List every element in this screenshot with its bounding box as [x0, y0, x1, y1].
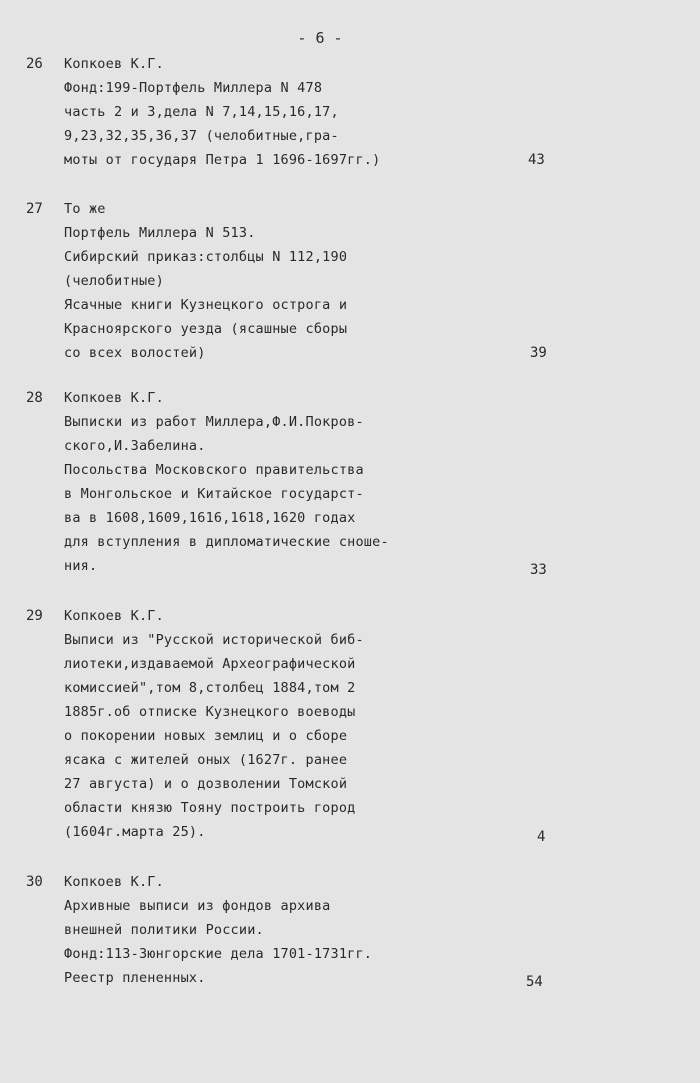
entry-line: Копкоев К.Г.: [64, 874, 164, 890]
entry-line: в Монгольское и Китайское государст-: [64, 486, 364, 502]
entry-line: 1885г.об отписке Кузнецкого воеводы: [64, 704, 356, 720]
entry-line: ния.: [64, 558, 98, 574]
entry-line: области князю Тояну построить город: [64, 800, 356, 816]
entry-line: моты от государя Петра 1 1696-1697гг.): [64, 152, 381, 168]
entry-line: Фонд:199-Портфель Миллера N 478: [64, 80, 323, 96]
entry-line: То же: [64, 201, 106, 217]
entry-count: 4: [537, 829, 546, 845]
entry-line: Реестр плененных.: [64, 970, 206, 986]
entry-line: для вступления в дипломатические сноше-: [64, 534, 389, 550]
entry-line: (челобитные): [64, 273, 164, 289]
entry-line: Копкоев К.Г.: [64, 390, 164, 406]
entry-line: Ясачные книги Кузнецкого острога и: [64, 297, 348, 313]
entry-line: комиссией",том 8,столбец 1884,том 2: [64, 680, 356, 696]
entry-line: Портфель Миллера N 513.: [64, 225, 256, 241]
entry-count: 39: [530, 345, 547, 361]
page-number: - 6 -: [297, 29, 343, 47]
entry-count: 54: [526, 974, 543, 990]
entry-line: Выписи из "Русской исторической биб-: [64, 632, 364, 648]
entry-number: 28: [26, 390, 43, 406]
entry-line: лиотеки,издаваемой Археографической: [64, 656, 356, 672]
entry-line: со всех волостей): [64, 345, 206, 361]
entry-number: 30: [26, 874, 43, 890]
entry-line: Архивные выписи из фондов архива: [64, 898, 331, 914]
entry-line: о покорении новых землиц и о сборе: [64, 728, 348, 744]
entry-number: 27: [26, 201, 43, 217]
entry-line: Копкоев К.Г.: [64, 56, 164, 72]
entry-line: Сибирский приказ:столбцы N 112,190: [64, 249, 348, 265]
entry-line: Посольства Московского правительства: [64, 462, 364, 478]
entry-line: 27 августа) и о дозволении Томской: [64, 776, 348, 792]
entry-line: внешней политики России.: [64, 922, 264, 938]
entry-number: 26: [26, 56, 43, 72]
entry-line: Копкоев К.Г.: [64, 608, 164, 624]
entry-count: 33: [530, 562, 547, 578]
entry-line: ясака с жителей оных (1627г. ранее: [64, 752, 348, 768]
entry-line: часть 2 и 3,дела N 7,14,15,16,17,: [64, 104, 339, 120]
entry-line: ва в 1608,1609,1616,1618,1620 годах: [64, 510, 356, 526]
entry-line: Фонд:113-Зюнгорские дела 1701-1731гг.: [64, 946, 373, 962]
entry-line: Красноярского уезда (ясашные сборы: [64, 321, 348, 337]
entry-line: 9,23,32,35,36,37 (челобитные,гра-: [64, 128, 339, 144]
entry-line: ского,И.Забелина.: [64, 438, 206, 454]
entry-line: (1604г.марта 25).: [64, 824, 206, 840]
entry-line: Выписки из работ Миллера,Ф.И.Покров-: [64, 414, 364, 430]
entry-count: 43: [528, 152, 545, 168]
entry-number: 29: [26, 608, 43, 624]
